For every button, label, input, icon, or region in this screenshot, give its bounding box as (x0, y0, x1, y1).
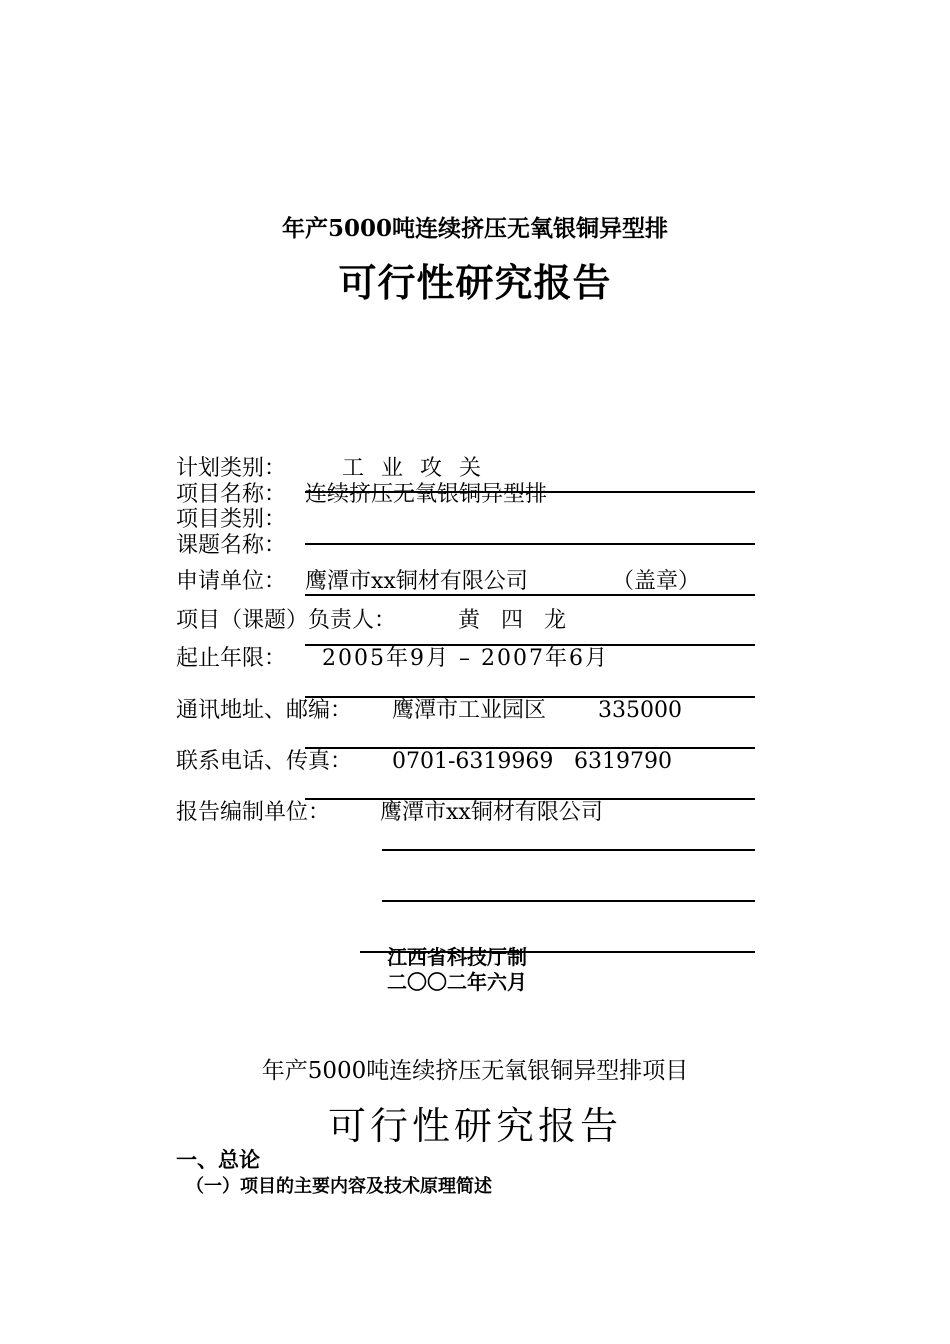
body-title-line1: 年产5000吨连续挤压无氧银铜异型排项目 (261, 1058, 689, 1084)
section-heading-1: 一、总论 (176, 1147, 260, 1172)
address-value: 鹰潭市工业园区 (392, 698, 547, 723)
project-category-label: 项目类别： (176, 507, 287, 532)
topic-name-label: 课题名称： (176, 533, 287, 558)
leader-label: 项目（课题）负责人： (176, 608, 397, 633)
applicant-underline (305, 594, 755, 596)
phone-value: 0701-6319969 (392, 749, 554, 774)
plan-category-value: 工 业 攻 关 (342, 456, 481, 481)
compiler-label: 报告编制单位： (176, 800, 331, 825)
compiler-value: 鹰潭市xx铜材有限公司 (380, 800, 603, 825)
subsection-heading-1: （一）项目的主要内容及技术原理简述 (186, 1176, 492, 1197)
project-name-value: 连续挤压无氧银铜异型排 (305, 482, 548, 507)
plan-category-label: 计划类别： (176, 456, 287, 481)
issuer-underline (360, 951, 755, 953)
body-title-line2: 可行性研究报告 (327, 1104, 622, 1148)
period-value: 2005年9月 – 2007年6月 (322, 646, 609, 671)
fax-value: 6319790 (574, 749, 672, 774)
compiler-underline-1 (382, 849, 755, 851)
cover-title-line2: 可行性研究报告 (338, 260, 612, 305)
cover-title-line1: 年产5000吨连续挤压无氧银铜异型排 (281, 215, 668, 242)
project-name-label: 项目名称： (176, 482, 287, 507)
compiler-underline-2 (382, 900, 755, 902)
issue-date: 二〇〇二年六月 (387, 970, 527, 994)
address-label: 通讯地址、邮编： (176, 698, 353, 723)
topic-name-underline (305, 543, 755, 545)
issuer-text: 江西省科技厅制 (387, 945, 527, 969)
applicant-value: 鹰潭市xx铜材有限公司 (305, 569, 528, 594)
phone-label: 联系电话、传真： (176, 749, 353, 774)
period-label: 起止年限： (176, 646, 287, 671)
applicant-label: 申请单位： (176, 569, 287, 594)
leader-value: 黄 四 龙 (458, 608, 566, 633)
applicant-seal: （盖章） (612, 569, 701, 594)
project-name-underline (305, 491, 755, 493)
postcode-value: 335000 (598, 698, 682, 723)
